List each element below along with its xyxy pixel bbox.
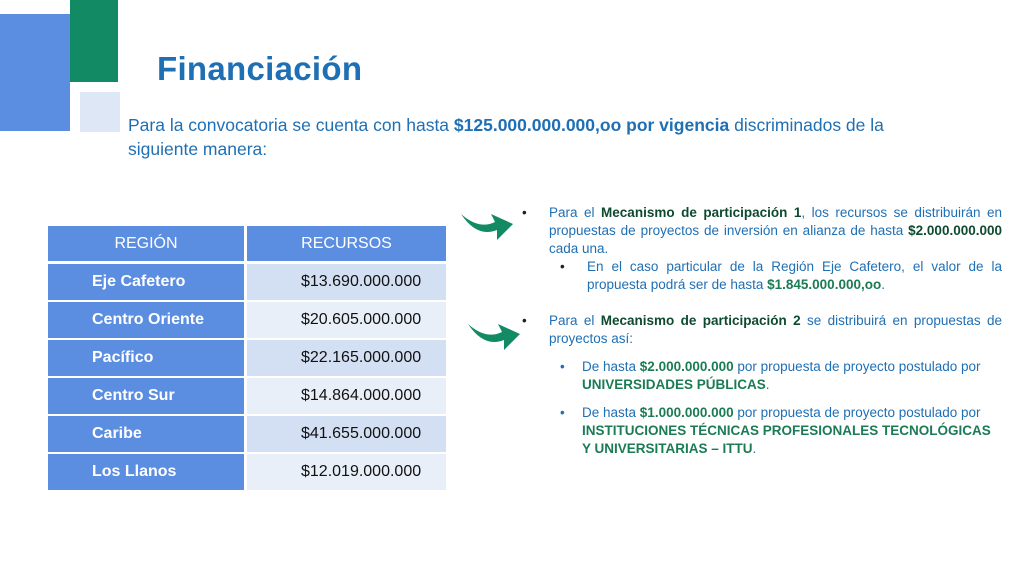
curved-arrow-icon: [459, 208, 515, 242]
table-row: [48, 340, 446, 378]
decorative-light-block: [80, 92, 120, 132]
table-row: [48, 264, 446, 302]
curved-arrow-icon: [466, 318, 522, 352]
table-row: [48, 416, 446, 454]
value-cell: $41.655.000.000: [247, 416, 446, 454]
table-header-row: [48, 226, 446, 264]
decorative-green-block: [70, 0, 118, 82]
region-cell: Caribe: [48, 416, 247, 454]
intro-text: Para la convocatoria se cuenta con hasta $125.000.000.000,oo por vigencia discriminados de la siguiente manera:: [128, 115, 884, 159]
region-cell: Pacífico: [48, 340, 247, 378]
value-cell: $22.165.000.000: [247, 340, 446, 378]
table-row: [48, 454, 446, 492]
value-cell: $14.864.000.000: [247, 378, 446, 416]
header-resources: RECURSOS: [247, 226, 446, 264]
table-row: [48, 302, 446, 340]
page-title: Financiación: [157, 50, 363, 87]
resources-table: [48, 226, 446, 492]
bullet-icon: •: [522, 205, 527, 220]
value-cell: $12.019.000.000: [247, 454, 446, 492]
list-item: • De hasta $1.000.000.000 por propuesta de proyecto postulado por INSTITUCIONES TÉCNICAS PROFESIONALES TECNOLÓGICAS Y UNIVERSITARIAS – ITTU.: [560, 405, 991, 456]
total-amount: $125.000.000.000,oo: [453, 115, 622, 135]
table-row: [48, 378, 446, 416]
list-item: • De hasta $2.000.000.000 por propuesta de proyecto postulado por UNIVERSIDADES PÚBLICAS.: [560, 359, 981, 392]
mechanism-1-note: • Para el Mecanismo de participación 1, los recursos se distribuirán en propuestas de proyectos de inversión en alianza de hasta $2.000.000.000 cada una.: [522, 205, 1002, 256]
notes-panel: [522, 204, 1002, 458]
mechanism-2-note: • Para el Mecanismo de participación 2 se distribuirá en propuestas de proyectos así:: [522, 313, 1002, 346]
region-cell: Los Llanos: [48, 454, 247, 492]
decorative-blue-block: [0, 14, 70, 131]
eje-cafetero-note: • En el caso particular de la Región Eje Cafetero, el valor de la propuesta podrá ser de hasta $1.845.000.000,oo.: [560, 259, 1002, 292]
region-cell: Centro Oriente: [48, 302, 247, 340]
bullet-icon: •: [560, 405, 565, 420]
value-cell: $13.690.000.000: [247, 264, 446, 302]
bullet-icon: •: [560, 359, 565, 374]
header-region: REGIÓN: [48, 226, 247, 264]
value-cell: $20.605.000.000: [247, 302, 446, 340]
bullet-icon: •: [522, 313, 527, 328]
region-cell: Eje Cafetero: [48, 264, 247, 302]
region-cell: Centro Sur: [48, 378, 247, 416]
bullet-icon: •: [560, 259, 565, 274]
